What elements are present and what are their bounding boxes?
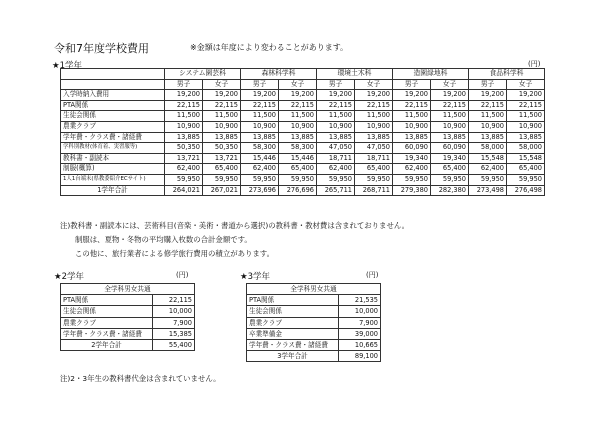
gender-header: 男子 (393, 79, 431, 90)
fee-cell: 50,350 (203, 143, 241, 154)
fee-cell: 13,885 (431, 132, 469, 143)
table-row (61, 164, 545, 175)
fee-cell: 13,885 (241, 132, 279, 143)
dept-header-row (61, 69, 545, 80)
row-label: PTA関係 (247, 295, 339, 306)
total-cell: 276,498 (507, 185, 545, 196)
fee-cell: 50,350 (165, 143, 203, 154)
total-cell: 282,380 (431, 185, 469, 196)
corner-cell (61, 69, 165, 80)
fee-cell: 19,200 (203, 90, 241, 101)
fee-cell: 19,340 (393, 153, 431, 164)
total-cell: 276,696 (279, 185, 317, 196)
fee-cell: 59,950 (203, 174, 241, 185)
fee-cell: 19,200 (241, 90, 279, 101)
fee-cell: 65,400 (279, 164, 317, 175)
row-label: 卒業準備金 (247, 328, 339, 339)
gender-header: 女子 (203, 79, 241, 90)
row-label: 学科別教材(体育着、実習服等) (61, 143, 165, 154)
total-cell: 279,380 (393, 185, 431, 196)
fee-cell: 7,900 (153, 317, 195, 328)
total-row (61, 340, 195, 351)
gender-header: 男子 (317, 79, 355, 90)
price-notice: ※金額は年度により変わることがあります。 (190, 43, 349, 52)
row-label: 制服(概算) (61, 164, 165, 175)
row-label: PTA関係 (61, 295, 153, 306)
year3-fee-table (246, 283, 381, 362)
fee-cell: 19,200 (317, 90, 355, 101)
row-label: 教科書・副読本 (61, 153, 165, 164)
table-row (61, 317, 195, 328)
row-label: 生徒会関係 (247, 306, 339, 317)
fee-cell: 13,885 (165, 132, 203, 143)
row-label: 入学時納入費用 (61, 90, 165, 101)
fee-cell: 13,721 (165, 153, 203, 164)
fee-cell: 65,400 (431, 164, 469, 175)
fee-cell: 13,885 (507, 132, 545, 143)
fee-cell: 59,950 (431, 174, 469, 185)
year3-heading: ★3学年 (240, 272, 271, 282)
total-label: 3学年合計 (247, 351, 339, 362)
year2-unit: (円) (176, 271, 189, 279)
fee-cell: 22,115 (279, 100, 317, 111)
gender-header: 女子 (431, 79, 469, 90)
row-label: 1人1台端末(県教委紹介ECサイト) (61, 174, 165, 185)
fee-cell: 60,090 (393, 143, 431, 154)
fee-cell: 7,900 (339, 317, 381, 328)
table-row (61, 306, 195, 317)
fee-cell: 13,721 (203, 153, 241, 164)
table-row (61, 328, 195, 339)
fee-cell: 59,950 (469, 174, 507, 185)
common-header: 全学科男女共通 (61, 284, 195, 295)
total-cell: 267,021 (203, 185, 241, 196)
total-cell: 55,400 (153, 340, 195, 351)
table-row (247, 317, 381, 328)
fee-cell: 10,900 (469, 121, 507, 132)
fee-cell: 59,950 (317, 174, 355, 185)
gender-header: 男子 (469, 79, 507, 90)
dept-header: システム園芸科 (165, 69, 241, 80)
fee-cell: 39,000 (339, 328, 381, 339)
fee-cell: 10,665 (339, 340, 381, 351)
row-label: 学年費・クラス費・諸経費 (61, 328, 153, 339)
fee-cell: 19,200 (165, 90, 203, 101)
total-cell: 268,711 (355, 185, 393, 196)
total-cell: 264,021 (165, 185, 203, 196)
table-row (61, 132, 545, 143)
fee-cell: 22,115 (165, 100, 203, 111)
row-label: 生徒会関係 (61, 111, 165, 122)
fee-cell: 59,950 (241, 174, 279, 185)
dept-header: 環境土木科 (317, 69, 393, 80)
fee-cell: 19,200 (355, 90, 393, 101)
total-row (61, 185, 545, 196)
row-label: PTA関係 (61, 100, 165, 111)
total-label: 1学年合計 (61, 185, 165, 196)
year1-unit: (円) (528, 60, 541, 68)
fee-cell: 65,400 (507, 164, 545, 175)
fee-cell: 15,548 (507, 153, 545, 164)
fee-cell: 10,900 (317, 121, 355, 132)
table-row (61, 111, 545, 122)
fee-cell: 13,885 (355, 132, 393, 143)
total-cell: 265,711 (317, 185, 355, 196)
fee-cell: 10,000 (339, 306, 381, 317)
fee-cell: 10,900 (203, 121, 241, 132)
fee-cell: 59,950 (165, 174, 203, 185)
fee-cell: 22,115 (393, 100, 431, 111)
fee-cell: 59,950 (355, 174, 393, 185)
dept-header: 造園緑地科 (393, 69, 469, 80)
fee-cell: 11,500 (431, 111, 469, 122)
fee-cell: 19,200 (279, 90, 317, 101)
year3-unit: (円) (366, 271, 379, 279)
fee-cell: 11,500 (393, 111, 431, 122)
total-cell: 273,498 (469, 185, 507, 196)
fee-cell: 18,711 (317, 153, 355, 164)
table-row (61, 295, 195, 306)
fee-cell: 58,300 (241, 143, 279, 154)
fee-cell: 59,950 (507, 174, 545, 185)
table-row (247, 328, 381, 339)
fee-cell: 11,500 (203, 111, 241, 122)
total-row (247, 351, 381, 362)
fee-cell: 62,400 (469, 164, 507, 175)
fee-cell: 10,900 (241, 121, 279, 132)
fee-cell: 60,090 (431, 143, 469, 154)
year1-fee-table (60, 68, 545, 196)
fee-cell: 11,500 (241, 111, 279, 122)
fee-cell: 13,885 (469, 132, 507, 143)
table-row (61, 153, 545, 164)
gender-header: 男子 (241, 79, 279, 90)
fee-cell: 11,500 (469, 111, 507, 122)
fee-cell: 22,115 (469, 100, 507, 111)
fee-cell: 62,400 (393, 164, 431, 175)
fee-cell: 15,446 (279, 153, 317, 164)
fee-cell: 22,115 (153, 295, 195, 306)
fee-cell: 19,200 (431, 90, 469, 101)
row-label: 生徒会関係 (61, 306, 153, 317)
fee-cell: 15,548 (469, 153, 507, 164)
total-cell: 89,100 (339, 351, 381, 362)
fee-cell: 10,900 (355, 121, 393, 132)
fee-cell: 13,885 (317, 132, 355, 143)
fee-cell: 11,500 (165, 111, 203, 122)
fee-cell: 10,900 (279, 121, 317, 132)
fee-cell: 21,535 (339, 295, 381, 306)
fee-cell: 19,340 (431, 153, 469, 164)
year2-fee-table (60, 283, 195, 351)
fee-cell: 59,950 (393, 174, 431, 185)
fee-cell: 10,000 (153, 306, 195, 317)
dept-header: 食品科学科 (469, 69, 545, 80)
row-label: 学年費・クラス費・諸経費 (247, 340, 339, 351)
fee-cell: 58,300 (279, 143, 317, 154)
fee-cell: 47,050 (355, 143, 393, 154)
table-row (61, 121, 545, 132)
fee-cell: 11,500 (279, 111, 317, 122)
row-label: 農業クラブ (61, 317, 153, 328)
fee-cell: 58,000 (507, 143, 545, 154)
fee-cell: 19,200 (393, 90, 431, 101)
fee-cell: 10,900 (393, 121, 431, 132)
fee-cell: 13,885 (279, 132, 317, 143)
gender-header: 女子 (279, 79, 317, 90)
fee-cell: 10,900 (507, 121, 545, 132)
corner-cell (61, 79, 165, 90)
gender-header-row (61, 79, 545, 90)
fee-cell: 10,900 (165, 121, 203, 132)
fee-cell: 13,885 (203, 132, 241, 143)
fee-cell: 15,446 (241, 153, 279, 164)
fee-cell: 65,400 (355, 164, 393, 175)
common-header: 全学科男女共通 (247, 284, 381, 295)
fee-cell: 65,400 (203, 164, 241, 175)
table-row (247, 295, 381, 306)
total-label: 2学年合計 (61, 340, 153, 351)
fee-cell: 62,400 (165, 164, 203, 175)
year1-note-2: 制服は、夏物・冬物の平均購入枚数の合計金額です。 (75, 235, 252, 244)
table-row (247, 306, 381, 317)
fee-cell: 11,500 (317, 111, 355, 122)
fee-cell: 62,400 (241, 164, 279, 175)
dept-header: 森林科学科 (241, 69, 317, 80)
table-row (61, 90, 545, 101)
fee-cell: 18,711 (355, 153, 393, 164)
table-row (61, 143, 545, 154)
fee-cell: 22,115 (355, 100, 393, 111)
year1-heading: ★1学年 (52, 61, 83, 71)
fee-cell: 11,500 (507, 111, 545, 122)
page-title: 令和7年度学校費用 (54, 42, 149, 55)
fee-cell: 62,400 (317, 164, 355, 175)
fee-cell: 19,200 (469, 90, 507, 101)
fee-cell: 22,115 (317, 100, 355, 111)
fee-cell: 11,500 (355, 111, 393, 122)
table-row (61, 100, 545, 111)
fee-cell: 19,200 (507, 90, 545, 101)
fee-cell: 59,950 (279, 174, 317, 185)
year2-heading: ★2学年 (54, 272, 85, 282)
fee-cell: 58,000 (469, 143, 507, 154)
common-header-row (247, 284, 381, 295)
gender-header: 男子 (165, 79, 203, 90)
fee-cell: 10,900 (431, 121, 469, 132)
fee-cell: 15,385 (153, 328, 195, 339)
row-label: 農業クラブ (61, 121, 165, 132)
gender-header: 女子 (355, 79, 393, 90)
table-row (247, 340, 381, 351)
year1-note-1: 注)教科書・副読本には、芸術科目(音楽・美術・書道から選択)の教科書・教材費は含まれておりません。 (60, 221, 410, 230)
fee-cell: 22,115 (203, 100, 241, 111)
year1-note-3: この他に、旅行業者による修学旅行費用の積立があります。 (75, 249, 274, 258)
fee-cell: 22,115 (431, 100, 469, 111)
fee-cell: 22,115 (507, 100, 545, 111)
fee-cell: 22,115 (241, 100, 279, 111)
row-label: 農業クラブ (247, 317, 339, 328)
footnote: 注)2・3年生の教科書代金は含まれていません。 (60, 374, 221, 383)
gender-header: 女子 (507, 79, 545, 90)
fee-cell: 47,050 (317, 143, 355, 154)
fee-cell: 13,885 (393, 132, 431, 143)
total-cell: 273,696 (241, 185, 279, 196)
row-label: 学年費・クラス費・諸経費 (61, 132, 165, 143)
table-row (61, 174, 545, 185)
common-header-row (61, 284, 195, 295)
